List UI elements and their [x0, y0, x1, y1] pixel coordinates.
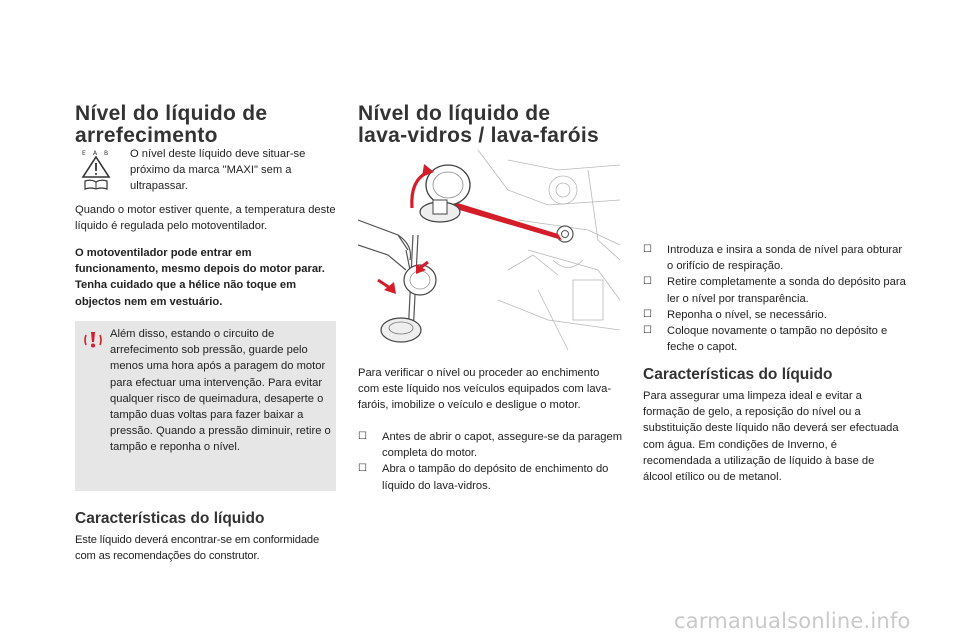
- washer-step-item: [643, 242, 908, 274]
- fluid-characteristics-title-left: Características do líquido: [75, 510, 265, 527]
- washer-step-text: Retire completamente a sonda do depósito para ler o nível por transparência.: [667, 276, 906, 305]
- svg-text:A: A: [93, 150, 98, 157]
- washer-step-text: Coloque novamente o tampão no depósito e feche o capot.: [667, 325, 888, 354]
- washer-reservoir-illustration: [358, 150, 620, 356]
- checkbox-bullet-icon: ☐: [643, 325, 652, 337]
- checkbox-bullet-icon: ☐: [358, 431, 367, 442]
- checkbox-bullet-icon: ☐: [358, 463, 367, 475]
- svg-text:E: E: [82, 150, 86, 157]
- washer-steps-list: [358, 429, 623, 494]
- watermark-text: carmanualsonline.info: [674, 609, 911, 633]
- title-line-1: Nível do líquido de: [75, 102, 268, 125]
- washer-step-text: Introduza e insira a sonda de nível para obturar o orifício de respiração.: [667, 244, 903, 273]
- washer-step-item: [643, 274, 908, 306]
- title-line-1: Nível do líquido de: [358, 102, 551, 125]
- warning-box: [75, 321, 336, 491]
- coolant-fan-warning-text: O motoventilador pode entrar em funcionamento, mesmo depois do motor parar. Tenha cuidado que a hélice não toque em objectos nem em vestuário.: [75, 247, 325, 308]
- washer-step-text: Abra o tampão do depósito de enchimento do líquido do lava-vidros.: [382, 463, 609, 492]
- coolant-level-intro: O nível deste líquido deve situar-se próximo da marca "MAXI" sem a ultrapassar.: [130, 148, 306, 193]
- washer-step-item: [643, 307, 908, 323]
- coolant-para-temperature: Quando o motor estiver quente, a temperatura deste líquido é regulada pelo motoventilador.: [75, 204, 336, 233]
- fluid-characteristics-text-left: Este líquido deverá encontrar-se em conformidade com as recomendações do construtor.: [75, 534, 320, 563]
- svg-text:B: B: [104, 150, 109, 157]
- fluid-characteristics-title-right: Características do líquido: [643, 366, 833, 383]
- washer-step-text: Reponha o nível, se necessário.: [667, 308, 827, 321]
- washer-step-item: [358, 429, 623, 461]
- section-title-coolant: [75, 103, 267, 147]
- checkbox-bullet-icon: ☐: [643, 244, 652, 255]
- coolant-manual-icon: [80, 148, 112, 190]
- title-line-2: arrefecimento: [75, 124, 218, 147]
- washer-step-item: [358, 461, 623, 493]
- checkbox-bullet-icon: ☐: [643, 276, 652, 288]
- washer-step-item: [643, 323, 908, 355]
- washer-intro-text: Para verificar o nível ou proceder ao enchimento com este líquido nos veículos equipados com lava-faróis, imobilize o veículo e desligue o motor.: [358, 367, 612, 412]
- warning-icon: [84, 331, 102, 349]
- washer-steps-list-continued: [643, 242, 908, 355]
- washer-step-text: Antes de abrir o capot, assegure-se da paragem completa do motor.: [382, 431, 623, 460]
- warning-text: Além disso, estando o circuito de arrefecimento sob pressão, guarde pelo menos uma hora após a paragem do motor para efectuar uma intervenção. Para evitar qualquer risco de queimadura, desaperte o tampão duas voltas para fazer baixar a pressão. Quando a pressão diminuir, retire o tampão e reponha o nível.: [110, 328, 331, 454]
- checkbox-bullet-icon: ☐: [643, 308, 652, 320]
- section-title-washer: [358, 103, 599, 147]
- fluid-characteristics-text-right: Para assegurar uma limpeza ideal e evitar a formação de gelo, a reposição do nível ou a substituição deste líquido não deverá ser efectuada com água. Em condições de Inverno, é recomendada a utilização de líquido à base de álcool etílico ou de metanol.: [643, 390, 899, 484]
- title-line-2: lava-vidros / lava-faróis: [358, 124, 599, 147]
